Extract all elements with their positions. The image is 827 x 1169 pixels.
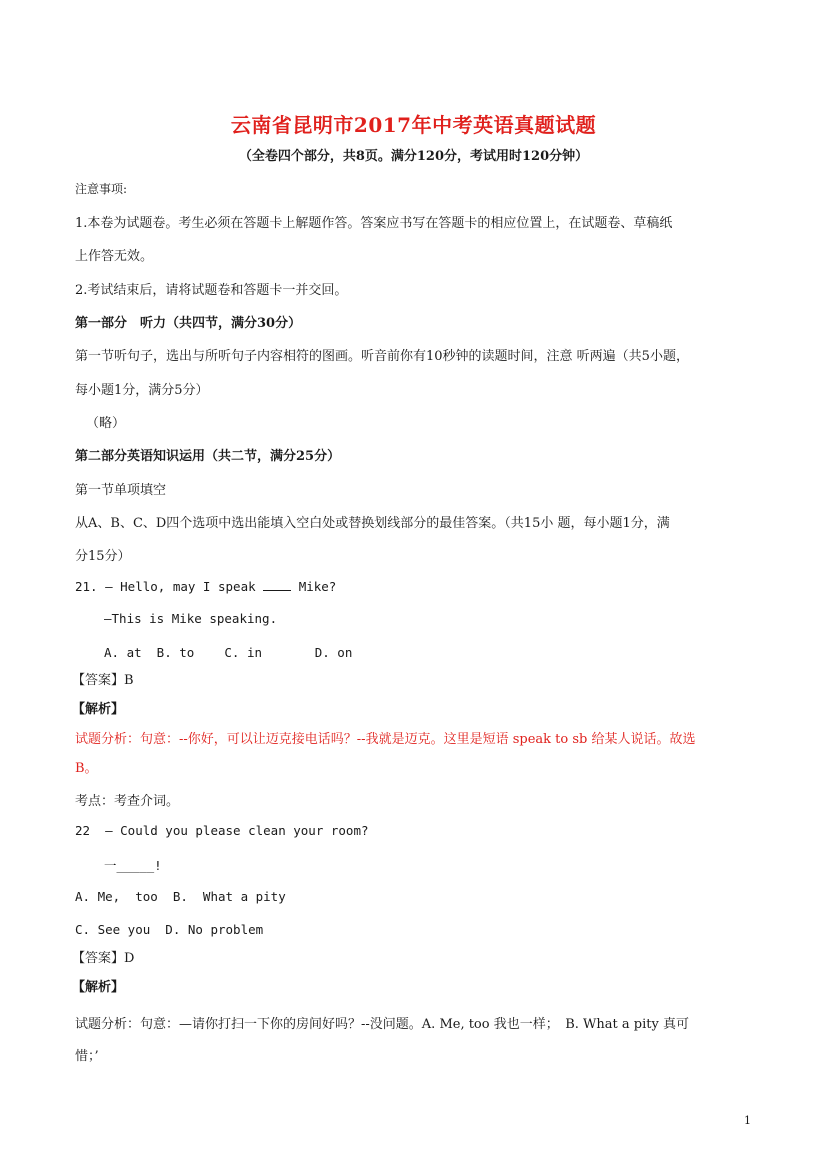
q21-stem-post: Mike? (298, 579, 337, 594)
q21-answer: 【答案】B (72, 673, 134, 688)
part2-heading: 第二部分英语知识运用（共二节，满分25分） (75, 449, 341, 464)
q21-stem-pre: 21. — Hello, may I speak (75, 579, 256, 594)
part2-instruction-line-1: 从A、B、C、D四个选项中选出能填入空白处或替换划线部分的最佳答案。（共15小 题，每小题1分，满 (75, 516, 670, 531)
notes-heading: 注意事项: (75, 182, 128, 196)
notes-item-1-line-2: 上作答无效。 (75, 249, 154, 264)
part2-section1-title: 第一节单项填空 (75, 483, 167, 498)
q22-answer: 【答案】D (72, 951, 135, 966)
part1-section1-line-2: 每小题1分，满分5分） (75, 383, 209, 398)
q21-blank (263, 578, 291, 591)
page-number: 1 (744, 1114, 751, 1127)
notes-item-1-line-1: 1.本卷为试题卷。考生必须在答题卡上解题作答。答案应书写在答题卡的相应位置上，在试题卷、草稿纸 (75, 216, 673, 231)
q22-analysis-line-2: 惜；’ (75, 1049, 99, 1064)
q22-analysis-line-1: 试题分析：句意：—请你打扫一下你的房间好吗？--没问题。A. Me, too 我也一样； B. What a pity 真可 (75, 1017, 689, 1032)
part1-section1-line-1: 第一节听句子，选出与所听句子内容相符的图画。听音前你有10秒钟的读题时间，注意 听两遍（共5小题， (75, 349, 689, 364)
q21-reply: —This is Mike speaking. (104, 611, 278, 626)
q22-stem: 22 — Could you please clean your room? (75, 823, 369, 838)
q22-analysis-label: 【解析】 (72, 980, 125, 995)
q21-analysis-label: 【解析】 (72, 702, 125, 717)
q22-options-line-2: C. See you D. No problem (75, 922, 264, 937)
q21-knowledge-point: 考点：考查介词。 (75, 794, 180, 809)
q22-options-line-1: A. Me, too B. What a pity (75, 889, 286, 904)
part2-instruction-line-2: 分15分） (75, 549, 131, 564)
part1-heading: 第一部分 听力（共四节，满分30分） (75, 316, 302, 331)
q21-analysis-line-2: B。 (75, 761, 98, 776)
notes-item-2: 2.考试结束后，请将试题卷和答题卡一并交回。 (75, 283, 348, 298)
q21-analysis-line-1: 试题分析：句意：--你好，可以让迈克接电话吗？--我就是迈克。这里是短语 speak to sb 给某人说话。故选 (75, 732, 696, 747)
part1-omitted: （略） (86, 416, 126, 431)
q21-options: A. at B. to C. in D. on (104, 645, 353, 660)
page-subtitle: （全卷四个部分，共8页。满分120分，考试用时120分钟） (238, 149, 589, 164)
q22-reply: 一_____! (104, 858, 162, 873)
q21-stem (75, 578, 336, 594)
page-title: 云南省昆明市2017年中考英语真题试题 (230, 113, 597, 137)
